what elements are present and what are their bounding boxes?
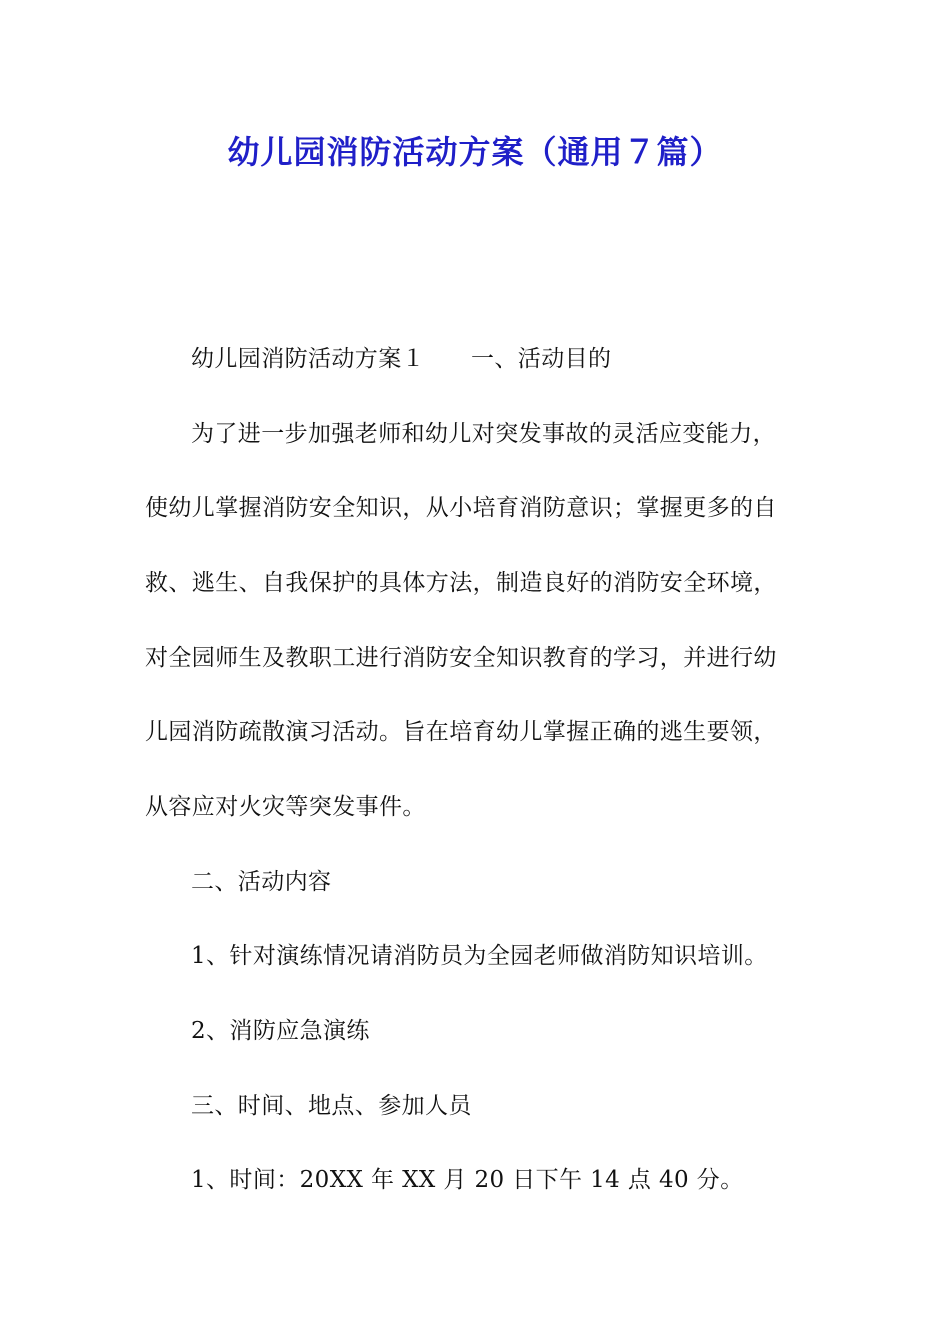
section-heading-time-place: 三、时间、地点、参加人员 <box>191 1093 472 1119</box>
list-item: 1、针对演练情况请消防员为全园老师做消防知识培训。 <box>191 943 768 969</box>
paragraph-line: 儿园消防疏散演习活动。旨在培育幼儿掌握正确的逃生要领， <box>145 719 777 745</box>
document-title: 幼儿园消防活动方案（通用７篇） <box>227 133 723 171</box>
section-heading-line <box>191 343 611 375</box>
paragraph-line: 对全园师生及教职工进行消防安全知识教育的学习，并进行幼 <box>145 645 777 671</box>
paragraph-line: 使幼儿掌握消防安全知识，从小培育消防意识；掌握更多的自 <box>145 495 777 521</box>
paragraph-line: 从容应对火灾等突发事件。 <box>145 794 426 820</box>
section-heading-content: 二、活动内容 <box>191 869 332 895</box>
list-item: 1、时间：20XX 年 XX 月 20 日下午 14 点 40 分。 <box>191 1167 744 1193</box>
paragraph-line: 救、逃生、自我保护的具体方法，制造良好的消防安全环境， <box>145 570 777 596</box>
plan-heading: 幼儿园消防活动方案１ <box>191 346 425 372</box>
list-item: 2、消防应急演练 <box>191 1018 370 1044</box>
section-heading-objective: 一、活动目的 <box>471 346 612 372</box>
paragraph-line: 为了进一步加强老师和幼儿对突发事故的灵活应变能力， <box>191 421 776 447</box>
